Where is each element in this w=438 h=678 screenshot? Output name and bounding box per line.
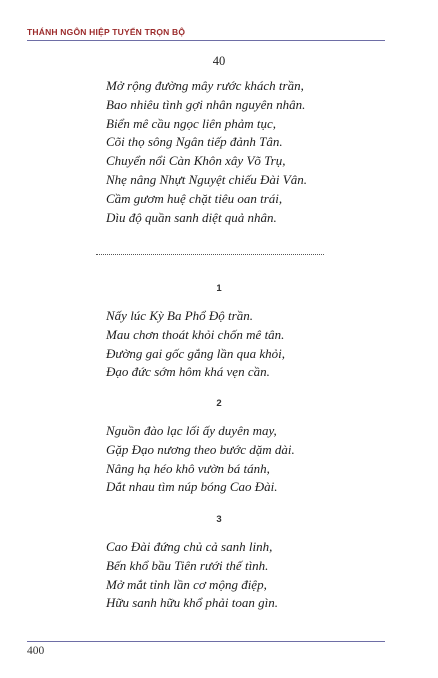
verse-line: Bao nhiêu tình gợi nhân nguyên nhân. bbox=[106, 96, 306, 112]
stanza-number: 2 bbox=[216, 398, 222, 409]
verse-line: Gặp Đạo nương theo bước dặm dài. bbox=[106, 441, 295, 457]
verse-line: Cầm gươm huệ chặt tiêu oan trái, bbox=[106, 190, 283, 206]
verse-line: Nguồn đào lạc lối ấy duyên may, bbox=[106, 423, 277, 438]
verse-line: Đường gai gốc gắng lần qua khỏi, bbox=[106, 345, 286, 361]
verse-line: Biển mê cầu ngọc liên phảm tục, bbox=[106, 115, 277, 131]
running-header: THÁNH NGÔN HIỆP TUYỂN TRỌN BỘ bbox=[27, 27, 186, 37]
verse-line: Bến khổ bầu Tiên rưới thế tình. bbox=[106, 557, 269, 573]
stanza-1 bbox=[106, 307, 285, 382]
stanza-2 bbox=[106, 422, 295, 497]
poem-40-stanza bbox=[106, 77, 307, 227]
poem-number: 40 bbox=[212, 54, 226, 68]
stanza-3 bbox=[106, 538, 278, 613]
verse-line: Cao Đài đứng chủ cả sanh linh, bbox=[106, 539, 273, 554]
page-number: 400 bbox=[27, 645, 45, 657]
verse-line: Chuyển nổi Càn Khôn xây Võ Trụ, bbox=[106, 153, 286, 169]
verse-line: Nấy lúc Kỳ Ba Phổ Độ trần. bbox=[106, 308, 253, 323]
verse-line: Mau chơn thoát khỏi chốn mê tân. bbox=[106, 326, 285, 342]
header-rule bbox=[27, 40, 385, 41]
verse-line: Hữu sanh hữu khổ phải toan gìn. bbox=[106, 595, 278, 611]
verse-line: Dìu độ quần sanh diệt quả nhân. bbox=[106, 209, 277, 225]
verse-line: Nhẹ nâng Nhựt Nguyệt chiếu Đài Vân. bbox=[106, 171, 307, 187]
section-divider bbox=[96, 254, 324, 255]
verse-line: Mở mắt tỉnh lần cơ mộng điệp, bbox=[106, 576, 267, 592]
verse-line: Dắt nhau tìm núp bóng Cao Đài. bbox=[106, 479, 278, 495]
verse-line: Nâng hạ héo khô vườn bá tánh, bbox=[106, 460, 270, 476]
stanza-number: 1 bbox=[216, 283, 222, 294]
stanza-number: 3 bbox=[216, 514, 222, 525]
verse-line: Đạo đức sớm hôm khá vẹn cần. bbox=[106, 364, 270, 380]
verse-line: Cõi thọ sông Ngân tiếp đảnh Tân. bbox=[106, 134, 283, 150]
footer-rule bbox=[27, 641, 385, 642]
verse-line: Mở rộng đường mây rước khách trần, bbox=[106, 78, 304, 93]
